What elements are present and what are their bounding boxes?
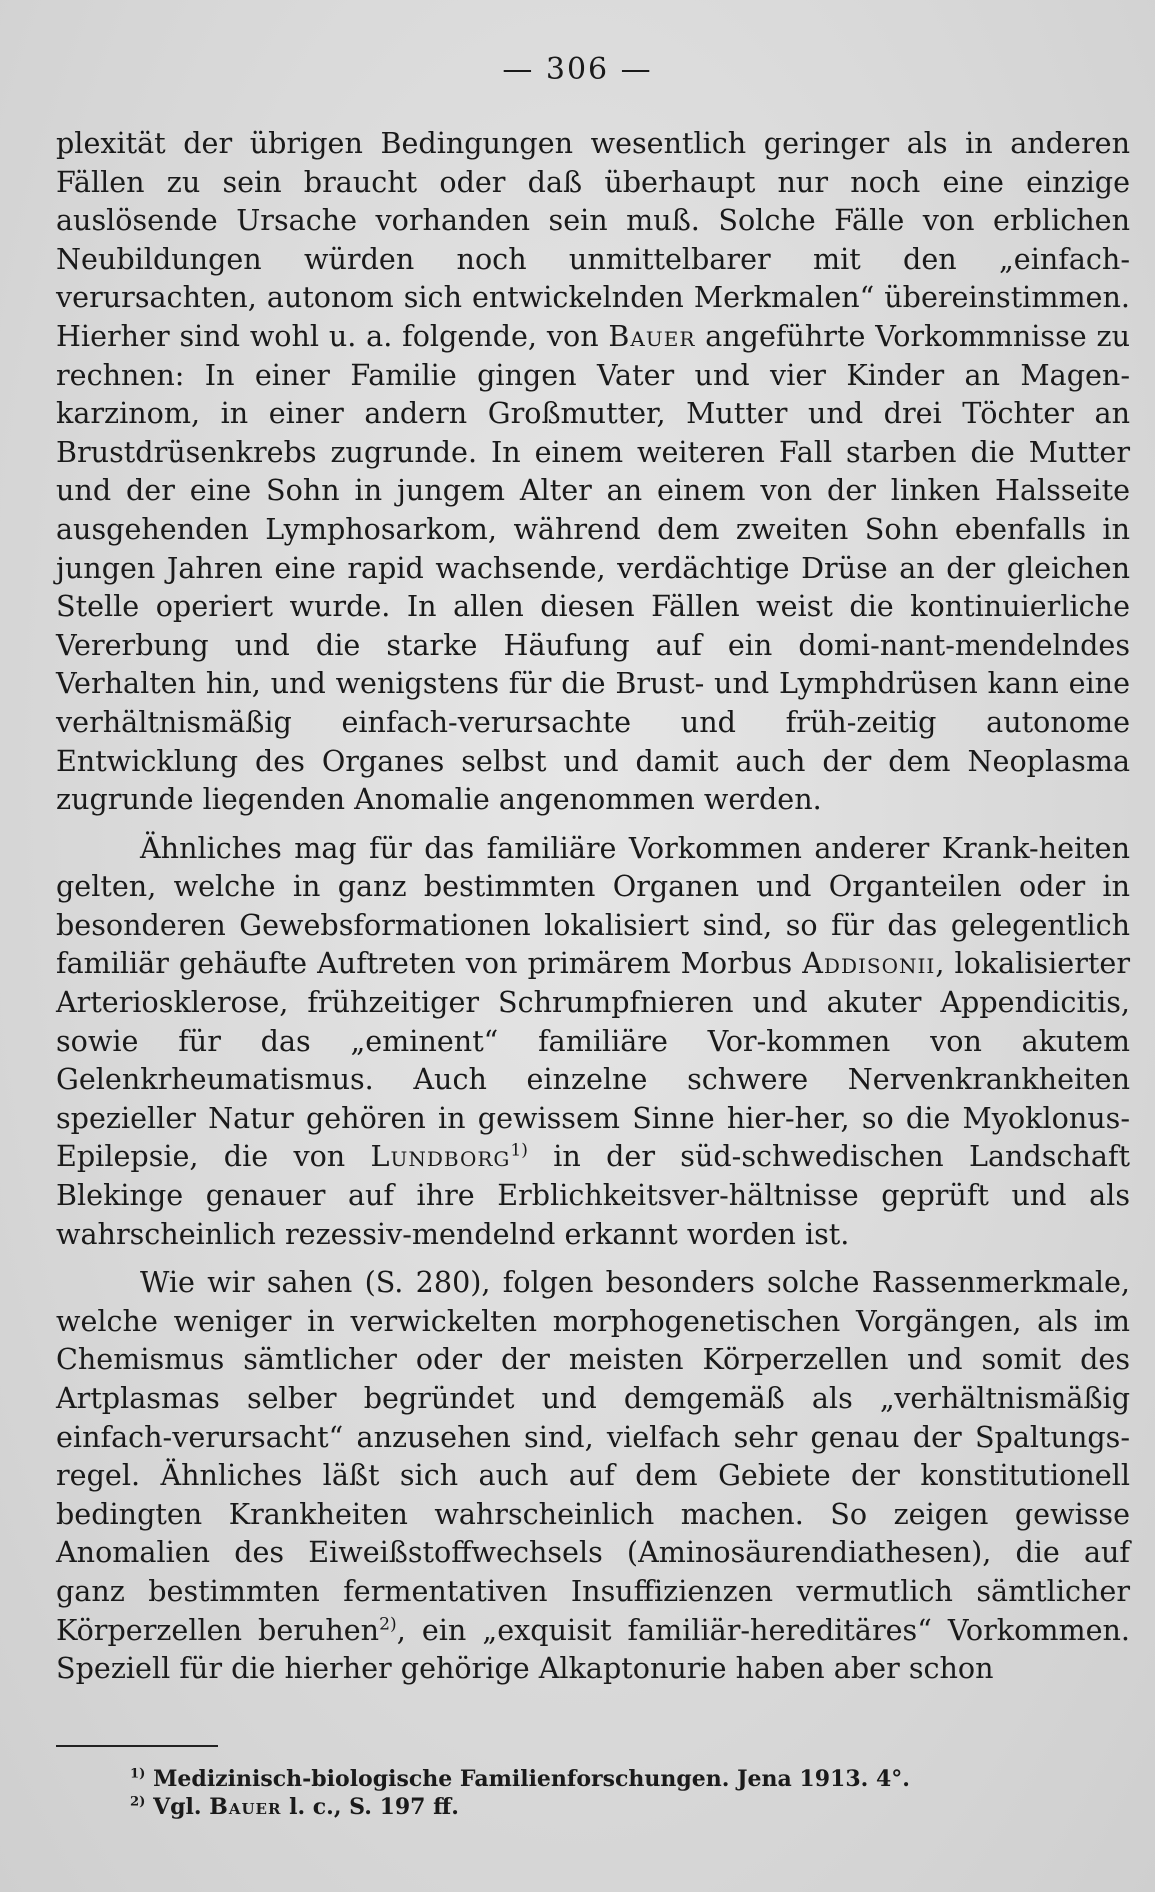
paragraph-2-text-c: in der süd-schwedischen Landschaft Blekinge genauer auf ihre Erblichkeitsver-hältnisse geprüft und als wahrscheinlich rezessiv-mendelnd erkannt worden ist. (56, 1139, 1130, 1251)
footnotes (130, 1765, 1130, 1821)
disease-name-addisonii: Addisonii (802, 946, 936, 981)
paragraph-3 (56, 1263, 1130, 1688)
footnote-2-text-a: Vgl. (145, 1794, 210, 1820)
author-name-lundborg: Lundborg (370, 1139, 511, 1174)
paragraph-2-text-a: Ähnliches mag für das familiäre Vorkommen anderer Krank-heiten gelten, welche in ganz bestimmten Organen und Organteilen oder in besonderen Gewebsformationen lokalisiert sind, so für das gelegentlich familiär gehäufte Auftreten von primärem Morbus (56, 830, 1130, 981)
paragraph-3-text-a: Wie wir sahen (S. 280), folgen besonders solche Rassenmerkmale, welche weniger in verwickelten morphogenetischen Vorgängen, als im Chemismus sämtlicher oder der meisten Körperzellen und somit des Artplasmas selber begründet und demgemäß als „verhältnismäßig einfach-verursacht“ anzusehen sind, vielfach sehr genau der Spaltungs-regel. Ähnliches läßt sich auch auf dem Gebiete der konstitutionell bedingten Krankheiten wahrscheinlich machen. So zeigen gewisse Anomalien des Eiweißstoffwechsels (Aminosäurendiathesen), die auf ganz bestimmten fermentativen Insuffizienzen vermutlich sämtlicher Körperzellen beruhen (56, 1265, 1130, 1647)
footnote-1-marker: 1) (130, 1766, 146, 1782)
footnote-ref-2: 2) (379, 1614, 397, 1635)
footnote-2-marker: 2) (130, 1794, 146, 1810)
footnote-2-text-b: l. c., S. 197 ff. (281, 1794, 459, 1820)
paragraph-3-text-b: , ein „exquisit familiär-hereditäres“ Vorkommen. Speziell für die hierher gehörige Alkaptonurie haben aber schon (56, 1612, 1131, 1686)
paragraph-1 (56, 124, 1130, 819)
footnote-ref-1: 1) (510, 1140, 528, 1161)
paragraph-2 (56, 829, 1130, 1254)
author-name-bauer: Bauer (608, 318, 696, 353)
footnote-2 (130, 1793, 1130, 1821)
page-number: — 306 — (502, 52, 653, 87)
paragraph-1-text-b: angeführte Vorkommnisse zu rechnen: In einer Familie gingen Vater und vier Kinder an Magen-karzinom, in einer andern Großmutter, Mutter und drei Töchter an Brustdrüsenkrebs zugrunde. In einem weiteren Fall starben die Mutter und der eine Sohn in jungem Alter an einem von der linken Halsseite ausgehenden Lymphosarkom, während dem zweiten Sohn ebenfalls in jungen Jahren eine rapid wachsende, verdächtige Drüse an der gleichen Stelle operiert wurde. In allen diesen Fällen weist die kontinuierliche Vererbung und die starke Häufung auf ein domi-nant-mendelndes Verhalten hin, und wenigstens für die Brust- und Lymphdrüsen kann eine verhältnismäßig einfach-verursachte und früh-zeitig autonome Entwicklung des Organes selbst und damit auch der dem Neoplasma zugrunde liegenden Anomalie angenommen werden. (56, 318, 1130, 817)
footnote-1 (130, 1765, 1130, 1793)
paragraph-1-text-a: plexität der übrigen Bedingungen wesentlich geringer als in anderen Fällen zu sein braucht oder daß überhaupt nur noch eine einzige auslösende Ursache vorhanden sein muß. Solche Fälle von erblichen Neubildungen würden noch unmittelbarer mit den „einfach-verursachten, autonom sich entwickelnden Merkmalen“ übereinstimmen. Hierher sind wohl u. a. folgende, von (56, 126, 1130, 353)
footnote-divider (56, 1745, 218, 1747)
paragraph-2-text-b: , lokalisierter Arteriosklerose, frühzeitiger Schrumpfnieren und akuter Appendicitis, sowie für das „eminent“ familiäre Vor-kommen von akutem Gelenkrheumatismus. Auch einzelne schwere Nervenkrankheiten spezieller Natur gehören in gewissem Sinne hier-her, so die Myoklonus-Epilepsie, die von (56, 946, 1130, 1174)
body-text (56, 124, 1130, 1688)
footnote-2-author: Bauer (209, 1794, 282, 1820)
footnote-1-text: Medizinisch-biologische Familienforschungen. Jena 1913. 4°. (145, 1766, 910, 1792)
